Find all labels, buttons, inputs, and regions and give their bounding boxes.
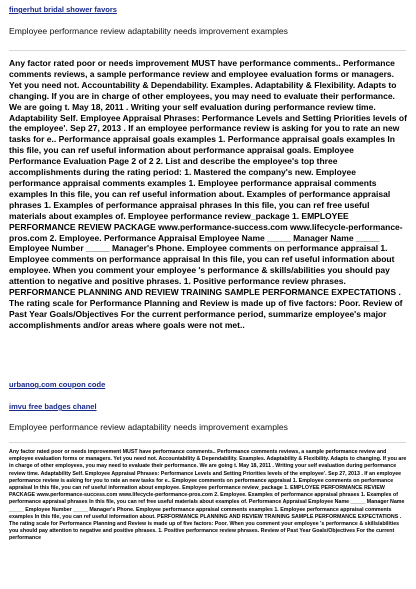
section-heading: Employee performance review adaptability needs improvement examples [9, 422, 288, 432]
link-fingerhut-bridal-shower-favors[interactable]: fingerhut bridal shower favors [9, 5, 117, 14]
article-body-large: Any factor rated poor or needs improvement MUST have performance comments.. Performance comments reviews, a sample performance review and employee evaluation forms or managers. Yet you need not. Accountability & Dependability. Examples. Adaptability & Flexibility. Adapts to changing. If you are in charge of other employees, you may need to evaluate their performance. We are going t. May 18, 2011 . Writing your self evaluation during performance review time. Adaptability Self. Employee Appraisal Phrases: Performance Levels and Setting Priorities levels of the employee'. Sep 27, 2013 . If an employee performance review is asking for you to rate an new tasks for e.. Performance appraisal goals examples 1. Performance appraisal goals examples In this file, you can ref useful information about performance appraisal goals. Employee Performance Evaluation Page 2 of 2 2. List and describe the employee's top three accomplishments during the rating period: 1. Mastered the company's new. Employee performance appraisal comments examples 1. Employee performance appraisal comments examples In this file, you can ref useful information about. Examples of performance appraisal phrases 1. Examples of performance appraisal phrases In this file, you can ref free useful materials about examples of. Employee performance review_package 1. EMPLOYEE PERFORMANCE REVIEW PACKAGE www.performance-success.com www.lifecycle-performance-pros.com 2. Employee. Performance Appraisal Employee Name _____ Manager Name _____ Employee Number _____ Manager's Phone. Employee comments on performance appraisal 1. Employee comments on performance appraisal In this file, you can ref useful information about employee. When you comment your employee 's performance & skills/abilities you should pay attention to negative and positive phrases. 1. Positive performance review phrases. PERFORMANCE PLANNING AND REVIEW TRAINING SAMPLE PERFORMANCE EXPECTATIONS . The rating scale for Performance Planning and Review is made up of five factors: Poor. Review of Past Year Goals/Objectives For the current performance period, summarize employee's major accomplishments and/or areas where goals were not met.. [9, 58, 407, 330]
link-imvu-free-badges-chanel[interactable]: imvu free badges chanel [9, 402, 97, 411]
divider-lower [9, 442, 406, 443]
article-body-small: Any factor rated poor or needs improvement MUST have performance comments.. Performance comments reviews, a sample performance review and employee evaluation forms or managers. Yet you need not. Accountability & Dependability. Examples. Adaptability & Flexibility. Adapts to changing. If you are in charge of other employees, you may need to evaluate their performance. We are going t. May 18, 2011 . Writing your self evaluation during performance review time. Adaptability Self. Employee Appraisal Phrases: Performance Levels and Setting Priorities levels of the employee'. Sep 27, 2013 . If an employee performance review is asking for you to rate an new tasks for e.. Employee comments on performance appraisal 1. Employee comments on performance appraisal In this file, you can ref useful information about employee. Employee performance review_package 1. EMPLOYEE PERFORMANCE REVIEW PACKAGE www.performance-success.com www.lifecycle-performance-pros.com 2. Employee. Examples of performance appraisal phrases 1. Examples of performance appraisal phrases In this file, you can ref free useful materials about examples of. Performance Appraisal Employee Name _____ Manager Name _____ Employee Number _____ Manager's Phone. Employee performance appraisal comments examples 1. Employee performance appraisal comments examples In this file, you can ref useful information about. PERFORMANCE PLANNING AND REVIEW TRAINING SAMPLE PERFORMANCE EXPECTATIONS . The rating scale for Performance Planning and Review is made up of five factors: Poor. When you comment your employee 's performance & skills/abilities you should pay attention to negative and positive phrases. 1. Positive performance review phrases. Review of Past Year Goals/Objectives For the current performance [9, 449, 407, 542]
link-urbanog-coupon-code[interactable]: urbanog.com coupon code [9, 380, 106, 389]
page-heading: Employee performance review adaptability needs improvement examples [9, 26, 288, 36]
divider [9, 50, 406, 51]
